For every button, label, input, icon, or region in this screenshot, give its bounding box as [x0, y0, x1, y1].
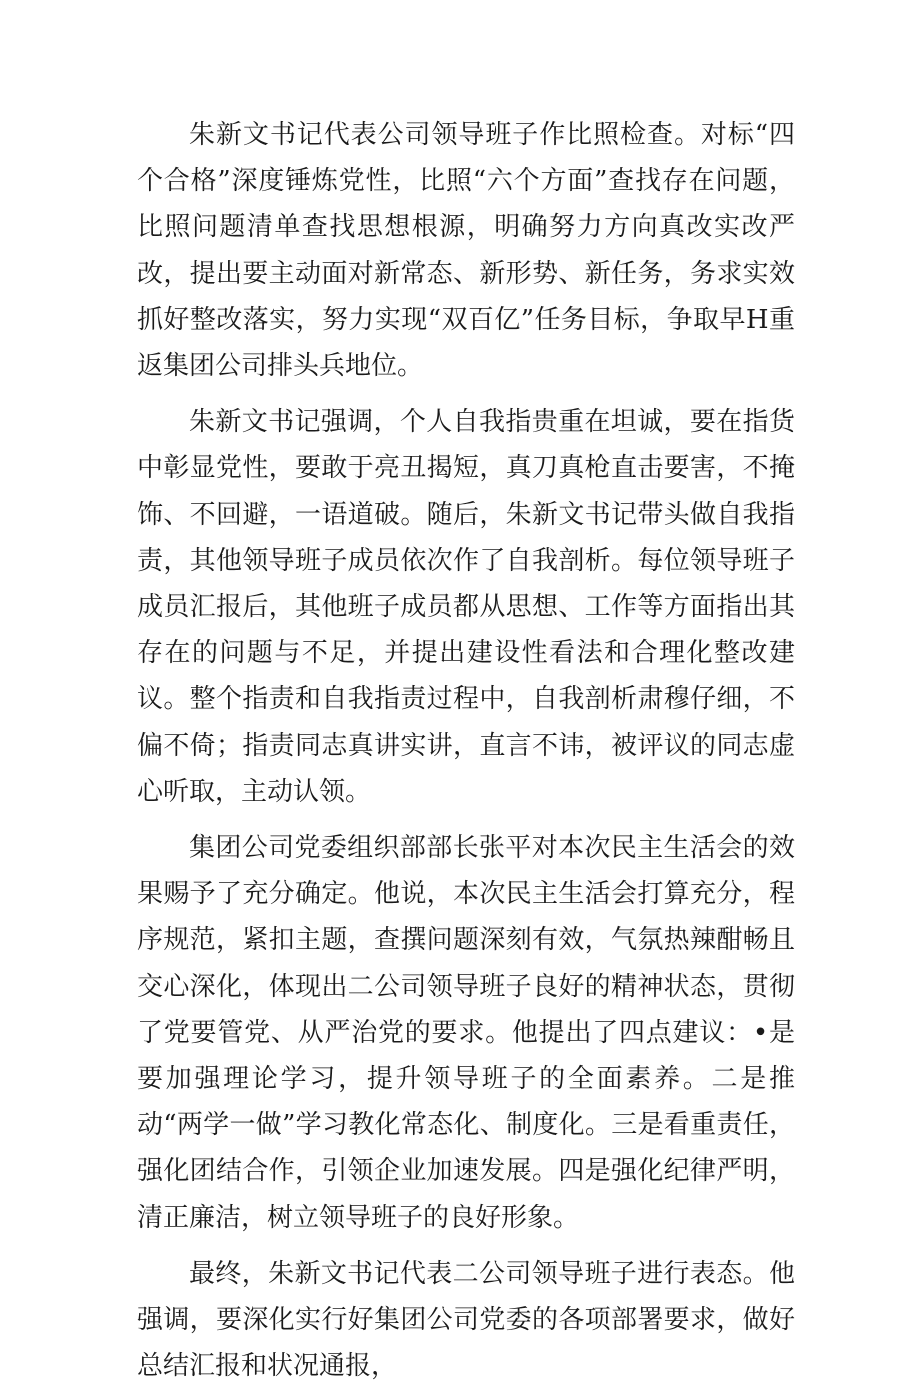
- paragraph-2: 朱新文书记强调，个人自我指贵重在坦诚，要在指货中彰显党性，要敢于亮丑揭短，真刀真枪直击要害，不掩饰、不回避，一语道破。随后，朱新文书记带头做自我指责，其他领导班子成员依次作了自我剖析。每位领导班子成员汇报后，其他班子成员都从思想、工作等方面指出其存在的问题与不足，并提出建设性看法和合理化整改建议。整个指责和自我指责过程中，自我剖析肃穆仔细，不偏不倚；指责同志真讲实讲，直言不讳，被评议的同志虚心听取，主动认领。: [137, 407, 795, 807]
- paragraph-4: 最终，朱新文书记代表二公司领导班子进行表态。他强调，要深化实行好集团公司党委的各项部署要求，做好总结汇报和状况通报，: [137, 1258, 795, 1382]
- paragraph-3: 集团公司党委组织部部长张平对本次民主生活会的效果赐予了充分确定。他说，本次民主生活会打算充分，程序规范，紧扣主题，查撰问题深刻有效，气氛热辣酣畅且交心深化，体现出二公司领导班子良好的精神状态，贯彻了党要管党、从严治党的要求。他提出了四点建议：•是要加强理论学习，提升领导班子的全面素养。二是推动“两学一做”学习教化常态化、制度化。三是看重责任，强化团结合作，引领企业加速发展。四是强化纪律严明，清正廉洁，树立领导班子的良好形象。: [137, 833, 795, 1233]
- paragraph-1: 朱新文书记代表公司领导班子作比照检查。对标“四个合格”深度锤炼党性，比照“六个方面”查找存在问题，比照问题清单查找思想根源，明确努力方向真改实改严改，提出要主动面对新常态、新形势、新任务，务求实效抓好整改落实，努力实现“双百亿”任务目标，争取早H重返集团公司排头兵地位。: [137, 120, 795, 382]
